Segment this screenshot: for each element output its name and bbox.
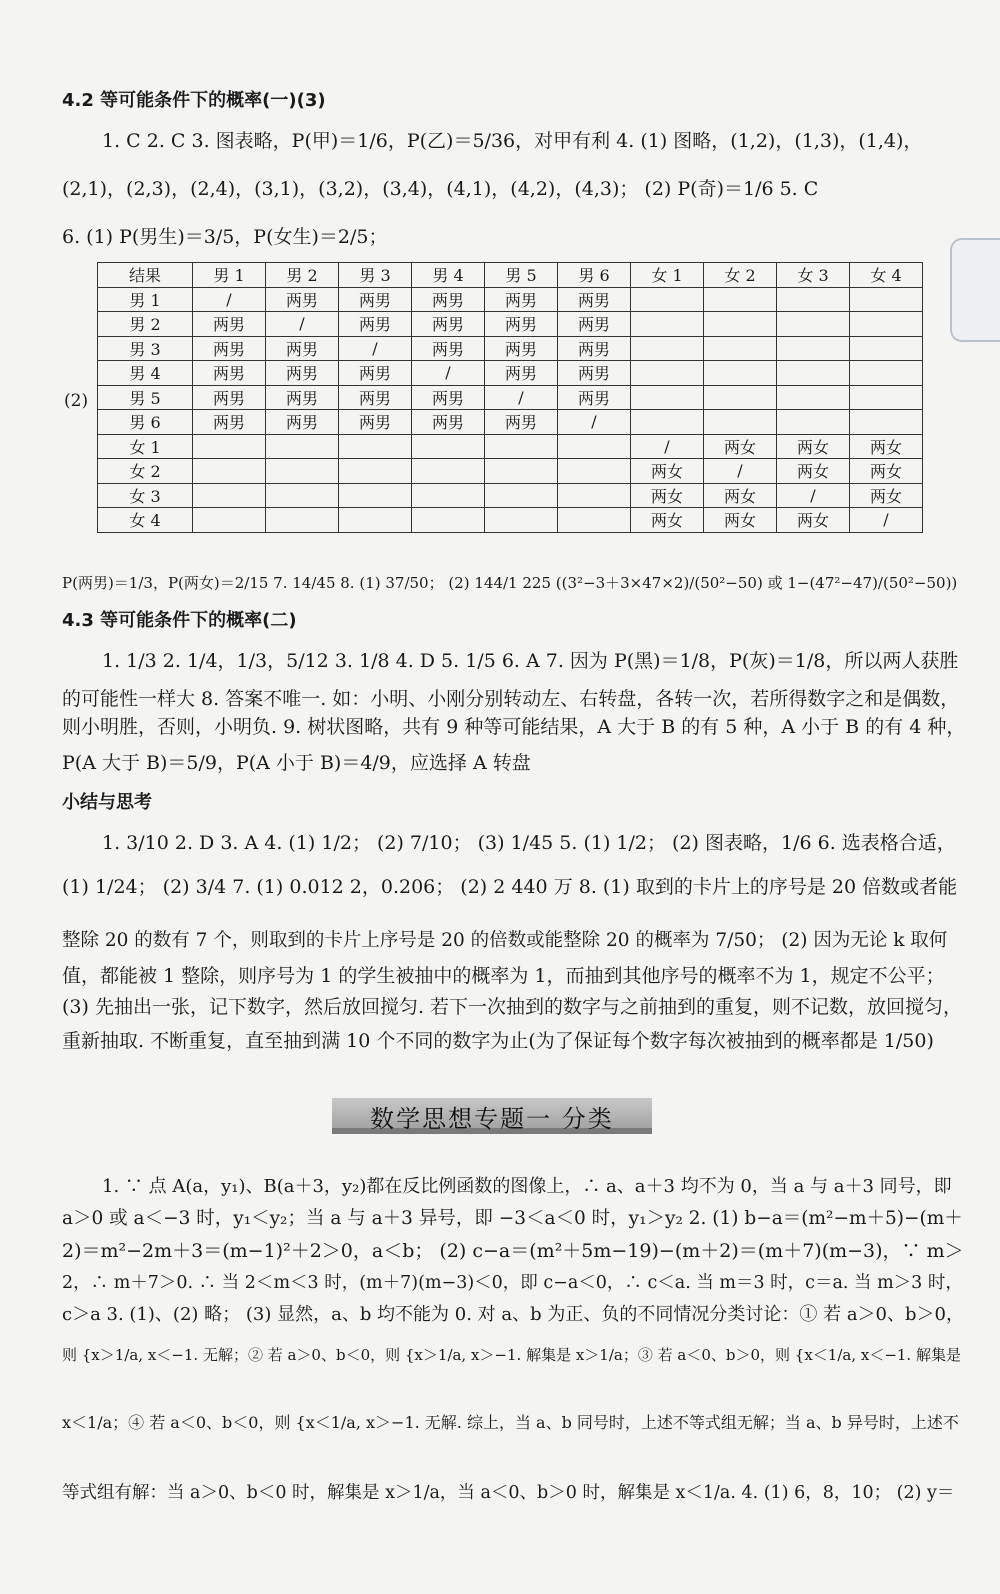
answer-line: 1. ∵ 点 A(a，y₁)、B(a＋3，y₂)都在反比例函数的图像上，∴ a、a＋3 均不为 0，当 a 与 a＋3 同号，即 xyxy=(102,1176,952,1197)
table-cell: 两男 xyxy=(193,361,266,386)
table-cell: 两男 xyxy=(485,287,558,312)
table-cell: / xyxy=(266,312,339,337)
table-cell: 两男 xyxy=(485,312,558,337)
table-cell xyxy=(412,459,485,484)
table-cell: / xyxy=(558,410,631,435)
table-cell: 两男 xyxy=(339,312,412,337)
table-cell: 两男 xyxy=(266,361,339,386)
table-cell xyxy=(704,336,777,361)
answer-line: 的可能性一样大 8. 答案不唯一. 如：小明、小刚分别转动左、右转盘，各转一次，若所得数字之和是偶数， xyxy=(62,688,960,710)
side-tab-decoration xyxy=(950,238,1000,342)
table-row xyxy=(98,385,923,410)
table-cell xyxy=(412,434,485,459)
table-cell: / xyxy=(777,483,850,508)
table-cell xyxy=(704,287,777,312)
table-row xyxy=(98,336,923,361)
table-cell: 两男 xyxy=(266,410,339,435)
answer-line: (2,1)，(2,3)，(2,4)，(3,1)，(3,2)，(3,4)，(4,1)，(4,2)，(4,3)； (2) P(奇)＝1/6 5. C xyxy=(62,178,819,200)
table-cell xyxy=(631,410,704,435)
table-cell xyxy=(631,287,704,312)
answer-line: c＞a 3. (1)、(2) 略； (3) 显然，a、b 均不能为 0. 对 a、b 为正、负的不同情况分类讨论：① 若 a＞0、b＞0， xyxy=(62,1304,964,1325)
table-cell: 两男 xyxy=(266,385,339,410)
table-cell xyxy=(485,483,558,508)
table-cell xyxy=(412,508,485,533)
table-cell xyxy=(266,459,339,484)
answer-line: 则 {x＞1/a, x＜−1. 无解；② 若 a＞0、b＜0，则 {x＞1/a, x＞−1. 解集是 x＞1/a；③ 若 a＜0、b＞0，则 {x＜1/a, x＜−1. 解集是 xyxy=(62,1346,961,1364)
row-label-cell: 女 4 xyxy=(98,508,193,533)
answer-line: 1. 3/10 2. D 3. A 4. (1) 1/2； (2) 7/10； (3) 1/45 5. (1) 1/2； (2) 图表略，1/6 6. 选表格合适， xyxy=(102,832,956,854)
table-cell xyxy=(193,483,266,508)
table-row xyxy=(98,483,923,508)
table-cell xyxy=(850,385,923,410)
table-cell xyxy=(339,459,412,484)
table-cell: 两女 xyxy=(777,508,850,533)
table-cell: 两男 xyxy=(339,385,412,410)
table-cell xyxy=(339,483,412,508)
table-cell: 两女 xyxy=(850,483,923,508)
table-cell xyxy=(631,361,704,386)
table-cell xyxy=(777,287,850,312)
table-cell: 两女 xyxy=(850,459,923,484)
answer-line: x＜1/a；④ 若 a＜0、b＜0，则 {x＜1/a, x＞−1. 无解. 综上，当 a、b 同号时，上述不等式组无解；当 a、b 异号时，上述不 xyxy=(62,1413,959,1432)
table-row xyxy=(98,434,923,459)
table-cell xyxy=(193,434,266,459)
table-cell: 男 2 xyxy=(266,263,339,288)
table-cell: 两男 xyxy=(412,312,485,337)
table-cell: 男 6 xyxy=(558,263,631,288)
table-cell xyxy=(266,483,339,508)
table-cell: 两男 xyxy=(193,336,266,361)
table-cell xyxy=(193,459,266,484)
answer-line: 1. 1/3 2. 1/4，1/3，5/12 3. 1/8 4. D 5. 1/5 6. A 7. 因为 P(黑)＝1/8，P(灰)＝1/8，所以两人获胜 xyxy=(102,650,959,672)
table-cell: / xyxy=(412,361,485,386)
table-cell xyxy=(485,508,558,533)
table-cell xyxy=(485,434,558,459)
table-cell xyxy=(631,336,704,361)
table-cell: 两男 xyxy=(485,410,558,435)
table-cell: 两女 xyxy=(631,483,704,508)
table-cell: / xyxy=(850,508,923,533)
table-row xyxy=(98,410,923,435)
table-row xyxy=(98,287,923,312)
table-cell: 两男 xyxy=(558,312,631,337)
table-cell: 两男 xyxy=(412,385,485,410)
table-cell xyxy=(850,287,923,312)
row-label-cell: 男 5 xyxy=(98,385,193,410)
answer-line: 2，∴ m＋7＞0. ∴ 当 2＜m＜3 时，(m＋7)(m−3)＜0，即 c−a＜0，∴ c＜a. 当 m＝3 时，c＝a. 当 m＞3 时， xyxy=(62,1273,963,1293)
answer-line: (1) 1/24； (2) 3/4 7. (1) 0.012 2，0.206； (2) 2 440 万 8. (1) 取到的卡片上的序号是 20 倍数或者能 xyxy=(62,876,958,898)
table-cell xyxy=(777,336,850,361)
table-cell xyxy=(193,508,266,533)
table-cell: 女 2 xyxy=(704,263,777,288)
table-cell xyxy=(266,434,339,459)
row-label-cell: 男 1 xyxy=(98,287,193,312)
section-heading-4-2: 4.2 等可能条件下的概率(一)(3) xyxy=(62,90,326,111)
table-cell: 女 1 xyxy=(631,263,704,288)
row-label-cell: 女 1 xyxy=(98,434,193,459)
table-cell: 两女 xyxy=(704,508,777,533)
table-cell: 两男 xyxy=(558,385,631,410)
row-label-cell: 女 3 xyxy=(98,483,193,508)
table-row xyxy=(98,508,923,533)
table-cell: 两男 xyxy=(193,312,266,337)
table-cell: 两女 xyxy=(704,483,777,508)
table-cell xyxy=(704,385,777,410)
row-label-cell: 男 6 xyxy=(98,410,193,435)
table-cell xyxy=(558,459,631,484)
section-heading-4-3: 4.3 等可能条件下的概率(二) xyxy=(62,610,297,631)
table-cell: 两男 xyxy=(412,336,485,361)
table-cell: / xyxy=(631,434,704,459)
table-cell: 两男 xyxy=(412,410,485,435)
table-header-row xyxy=(98,263,923,288)
answer-line: 则小明胜，否则，小明负. 9. 树状图略，共有 9 种等可能结果，A 大于 B 的有 5 种，A 小于 B 的有 4 种， xyxy=(62,716,966,738)
table-cell xyxy=(850,336,923,361)
table-cell xyxy=(704,410,777,435)
table-cell: 两女 xyxy=(850,434,923,459)
table-cell xyxy=(266,508,339,533)
table-cell xyxy=(777,385,850,410)
answer-line: a＞0 或 a＜−3 时，y₁＜y₂；当 a 与 a＋3 异号，即 −3＜a＜0 时，y₁＞y₂ 2. (1) b−a＝(m²−m＋5)−(m＋ xyxy=(62,1208,963,1229)
table-cell xyxy=(339,434,412,459)
table-cell xyxy=(777,312,850,337)
answer-line: P(A 大于 B)＝5/9，P(A 小于 B)＝4/9，应选择 A 转盘 xyxy=(62,752,531,774)
table-row xyxy=(98,459,923,484)
row-label-cell: 男 3 xyxy=(98,336,193,361)
table-cell: 女 3 xyxy=(777,263,850,288)
table-cell: 两女 xyxy=(777,459,850,484)
table-cell: 两男 xyxy=(339,361,412,386)
answer-line: 6. (1) P(男生)＝3/5，P(女生)＝2/5； xyxy=(62,226,388,248)
section-heading-summary: 小结与思考 xyxy=(62,792,152,813)
table-cell: / xyxy=(704,459,777,484)
row-label-cell: 男 2 xyxy=(98,312,193,337)
table-row xyxy=(98,312,923,337)
answer-line: 整除 20 的数有 7 个，则取到的卡片上序号是 20 的倍数或能整除 20 的概率为 7/50； (2) 因为无论 k 取何 xyxy=(62,930,948,951)
answer-line: 1. C 2. C 3. 图表略，P(甲)＝1/6，P(乙)＝5/36，对甲有利 4. (1) 图略，(1,2)，(1,3)，(1,4)， xyxy=(102,130,923,152)
table-cell: 两男 xyxy=(412,287,485,312)
table-cell: 两男 xyxy=(558,361,631,386)
table-cell: 两男 xyxy=(339,410,412,435)
answer-line: P(两男)＝1/3，P(两女)＝2/15 7. 14/45 8. (1) 37/50； (2) 144/1 225 ((3²−3＋3×47×2)/(50²−50) 或 1−(47²−47)/(50²−50)) xyxy=(62,574,958,592)
table-cell: 两男 xyxy=(193,410,266,435)
table-cell xyxy=(777,361,850,386)
table-cell xyxy=(558,483,631,508)
table-cell xyxy=(339,508,412,533)
table-cell: 两男 xyxy=(558,287,631,312)
table-cell xyxy=(558,434,631,459)
table-cell: 两男 xyxy=(485,361,558,386)
table-cell: 两男 xyxy=(266,287,339,312)
row-label-cell: 男 4 xyxy=(98,361,193,386)
answer-line: (3) 先抽出一张，记下数字，然后放回搅匀. 若下一次抽到的数字与之前抽到的重复，则不记数，放回搅匀， xyxy=(62,996,963,1018)
table-label: (2) xyxy=(64,391,89,411)
table-cell xyxy=(412,483,485,508)
table-cell xyxy=(704,312,777,337)
row-label-cell: 结果 xyxy=(98,263,193,288)
table-cell: 两男 xyxy=(558,336,631,361)
table-cell xyxy=(777,410,850,435)
table-cell: 两女 xyxy=(631,459,704,484)
table-cell xyxy=(631,312,704,337)
table-cell xyxy=(485,459,558,484)
table-cell: / xyxy=(485,385,558,410)
answer-line: 2)＝m²−2m＋3＝(m−1)²＋2＞0，a＜b； (2) c−a＝(m²＋5m−19)−(m＋2)＝(m＋7)(m−3)，∵ m＞ xyxy=(62,1240,964,1262)
table-cell: 两男 xyxy=(266,336,339,361)
table-cell: 两男 xyxy=(193,385,266,410)
answer-line: 等式组有解：当 a＞0、b＜0 时，解集是 x＞1/a，当 a＜0、b＞0 时，解集是 x＜1/a. 4. (1) 6，8，10； (2) y＝ xyxy=(62,1483,955,1503)
table-cell: 两男 xyxy=(485,336,558,361)
table-cell xyxy=(850,361,923,386)
answer-line: 重新抽取. 不断重复，直至抽到满 10 个不同的数字为止(为了保证每个数字每次被抽到的概率都是 1/50) xyxy=(62,1030,934,1052)
table-cell: 两男 xyxy=(339,287,412,312)
table-cell xyxy=(704,361,777,386)
table-cell: 男 4 xyxy=(412,263,485,288)
table-cell: / xyxy=(193,287,266,312)
answer-line: 值，都能被 1 整除，则序号为 1 的学生被抽中的概率为 1，而抽到其他序号的概率不为 1，规定不公平； xyxy=(62,965,945,987)
table-cell: 两女 xyxy=(704,434,777,459)
table-cell: 男 3 xyxy=(339,263,412,288)
table-cell xyxy=(631,385,704,410)
table-cell: 女 4 xyxy=(850,263,923,288)
table-row xyxy=(98,361,923,386)
topic-banner: 数学思想专题一 分类 xyxy=(332,1098,652,1134)
outcome-table xyxy=(97,262,923,533)
table-cell: 两女 xyxy=(777,434,850,459)
table-cell xyxy=(558,508,631,533)
row-label-cell: 女 2 xyxy=(98,459,193,484)
table-cell: 男 1 xyxy=(193,263,266,288)
table-cell: 男 5 xyxy=(485,263,558,288)
table-cell: / xyxy=(339,336,412,361)
table-cell xyxy=(850,312,923,337)
table-cell xyxy=(850,410,923,435)
table-cell: 两女 xyxy=(631,508,704,533)
